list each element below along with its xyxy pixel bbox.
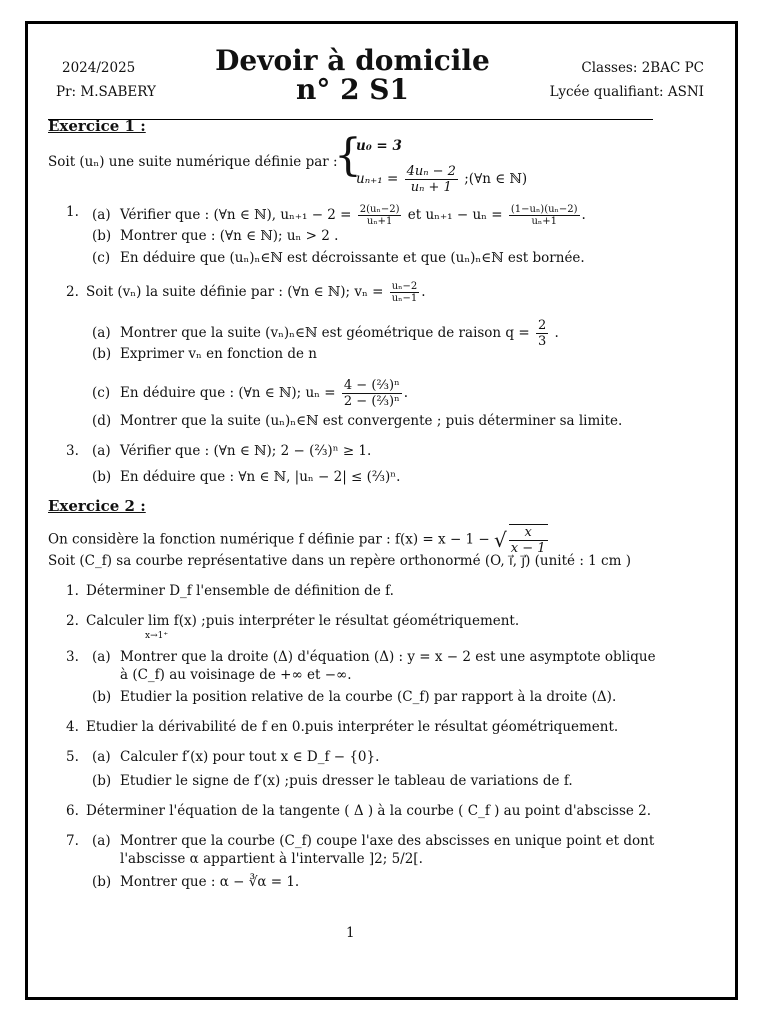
- ex2-q7b: (b) Montrer que : α − ∛α = 1.: [92, 874, 300, 890]
- ex2-q5-num: 5.: [66, 749, 79, 765]
- ex2-q1: 1. Déterminer D_f l'ensemble de définition de f.: [66, 583, 394, 599]
- ex1-q3-num: 3.: [66, 443, 79, 459]
- classes-label: Classes: 2BAC PC: [581, 60, 704, 76]
- ex2-q3b: (b) Etudier la position relative de la courbe (C_f) par rapport à la droite (Δ).: [92, 689, 617, 705]
- ex1-q2c: (c) En déduire que : (∀n ∈ ℕ); uₙ = $\frac{\text{4 − (⅔)ⁿ}}{\text{2 − (⅔)ⁿ}}$ .: [92, 378, 408, 409]
- ex1-intro: Soit (uₙ) une suite numérique définie par :: [48, 154, 338, 170]
- ex2-q3a: (a) Montrer que la droite (Δ) d'équation (Δ) : y = x − 2 est une asymptote oblique: [92, 649, 656, 665]
- page-number: 1: [346, 925, 355, 941]
- ex2-heading: Exercice 2 :: [48, 497, 146, 515]
- ex2-q7a: (a) Montrer que la courbe (C_f) coupe l'axe des abscisses en unique point et dont: [92, 833, 655, 849]
- doc-title-line1: Devoir à domicile: [215, 44, 490, 77]
- ex2-q2-limit-sub: x→1⁺: [145, 631, 169, 641]
- ex2-q7a-cont: l'abscisse α appartient à l'intervalle ]2; 5/2[.: [120, 851, 423, 867]
- ex1-sys-line1: u₀ = 3: [356, 138, 402, 154]
- ex2-q2: 2. Calculer lim f(x) ;puis interpréter le résultat géométriquement.: [66, 613, 520, 629]
- school-year: 2024/2025: [62, 60, 136, 76]
- ex1-q3b: (b) En déduire que : ∀n ∈ ℕ, |uₙ − 2| ≤ (⅔)ⁿ.: [92, 469, 401, 485]
- ex2-q5b: (b) Etudier le signe de f′(x) ;puis dresser le tableau de variations de f.: [92, 773, 573, 789]
- ex2-q5a: (a) Calculer f′(x) pour tout x ∈ D_f − {0}.: [92, 749, 380, 765]
- ex2-q3a-cont: à (C_f) au voisinage de +∞ et −∞.: [120, 667, 352, 683]
- doc-title-line2: n° 2 S1: [295, 73, 410, 106]
- ex1-q1c: (c) En déduire que (uₙ)ₙ∈ℕ est décroissante et que (uₙ)ₙ∈ℕ est bornée.: [92, 250, 585, 266]
- ex1-q2b: (b) Exprimer vₙ en fonction de n: [92, 346, 318, 362]
- ex2-q4: 4. Etudier la dérivabilité de f en 0.puis interpréter le résultat géométriquement.: [66, 719, 619, 735]
- ex2-q6: 6. Déterminer l'équation de la tangente ( Δ ) à la courbe ( C_f ) au point d'abscisse 2.: [66, 803, 652, 819]
- ex1-heading: Exercice 1 :: [48, 117, 146, 135]
- ex1-q1-num: 1.: [66, 204, 79, 220]
- ex1-q2d: (d) Montrer que la suite (uₙ)ₙ∈ℕ est convergente ; puis déterminer sa limite.: [92, 413, 623, 429]
- ex1-q2: 2. Soit (vₙ) la suite définie par : (∀n ∈ ℕ); vₙ = $\frac{\text{uₙ−2}}{\text{uₙ−1}}$ .: [66, 281, 426, 304]
- ex2-q3-num: 3.: [66, 649, 79, 665]
- sqrt-symbol: √ $\frac{x}{x - 1}$: [494, 525, 546, 556]
- ex1-q1b: (b) Montrer que : (∀n ∈ ℕ); uₙ > 2 .: [92, 228, 339, 244]
- school-label: Lycée qualifiant: ASNI: [549, 84, 704, 100]
- ex2-intro2: Soit (C_f) sa courbe représentative dans un repère orthonormé (O, i⃗, j⃗) (unité : 1 cm ): [48, 553, 631, 569]
- system-brace: {: [334, 130, 362, 181]
- ex2-intro1: On considère la fonction numérique f définie par : f(x) = x − 1 − √ $\frac{x}{x - 1}$: [48, 524, 550, 556]
- ex1-q1a: (a) Vérifier que : (∀n ∈ ℕ), uₙ₊₁ − 2 = $\frac{\text{2(uₙ−2)}}{\text{uₙ+1}}$ et uₙ₊₁ − uₙ = $\frac{\text{(1−uₙ)(uₙ−2)}}{\text{uₙ+1}}$ .: [92, 204, 586, 227]
- ex2-q7-num: 7.: [66, 833, 79, 849]
- ex1-sys-line2: uₙ₊₁ = $\frac{\text{4uₙ − 2}}{\text{uₙ + 1}}$ ;(∀n ∈ ℕ): [356, 164, 528, 195]
- ex1-q2a: (a) Montrer que la suite (vₙ)ₙ∈ℕ est géométrique de raison q = $\frac{2}{3}$ .: [92, 318, 559, 349]
- teacher-name: Pr: M.SABERY: [56, 84, 156, 100]
- ex1-q3a: (a) Vérifier que : (∀n ∈ ℕ); 2 − (⅔)ⁿ ≥ 1.: [92, 443, 372, 459]
